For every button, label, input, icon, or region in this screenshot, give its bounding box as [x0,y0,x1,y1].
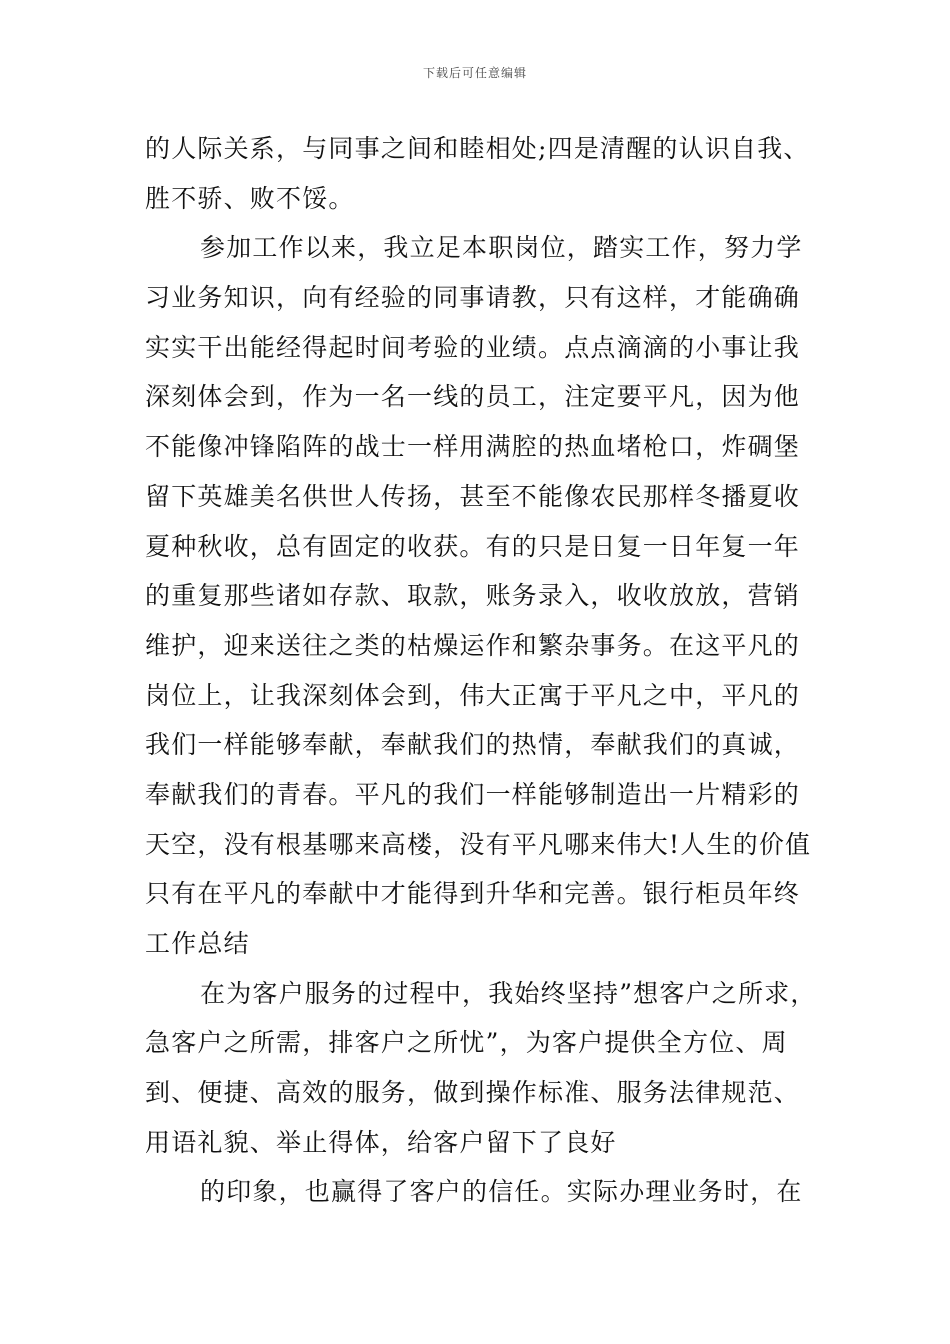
text-line: 工作总结 [145,929,250,958]
text-line: 不能像冲锋陷阵的战士一样用满腔的热血堵枪口，炸碉堡 [145,432,801,462]
document-body [145,124,817,1217]
text-line: 胜不骄、败不馁。 [145,183,355,213]
text-line: 参加工作以来，我立足本职岗位，踏实工作，努力学 [200,233,803,263]
text-line: 深刻体会到，作为一名一线的员工，注定要平凡，因为他 [145,382,801,412]
text-line: 急客户之所需，排客户之所忧”，为客户提供全方位、周 [145,1028,788,1058]
text-line: 的人际关系，与同事之间和睦相处;四是清醒的认识自我、 [145,134,810,163]
text-line: 在为客户服务的过程中，我始终坚持”想客户之所求， [200,978,817,1008]
text-line: 的印象，也赢得了客户的信任。实际办理业务时，在 [200,1177,803,1207]
text-line: 实实干出能经得起时间考验的业绩。点点滴滴的小事让我 [145,332,801,362]
text-line: 到、便捷、高效的服务，做到操作标准、服务法律规范、 [145,1078,801,1108]
text-line: 岗位上，让我深刻体会到，伟大正寓于平凡之中，平凡的 [145,680,801,710]
page-header: 下载后可任意编辑 [422,66,527,80]
text-line: 留下英雄美名供世人传扬，甚至不能像农民那样冬播夏收 [145,481,801,511]
text-line: 的重复那些诸如存款、取款，账务录入，收收放放，营销 [145,581,801,611]
text-line: 夏种秋收，总有固定的收获。有的只是日复一日年复一年 [145,531,801,561]
text-line: 天空，没有根基哪来高楼，没有平凡哪来伟大!人生的价值 [145,829,812,859]
text-line: 我们一样能够奉献，奉献我们的热情，奉献我们的真诚， [145,730,801,760]
text-line: 习业务知识，向有经验的同事请教，只有这样，才能确确 [145,283,801,313]
text-line: 用语礼貌、举止得体，给客户留下了良好 [145,1127,617,1157]
text-line: 维护，迎来送往之类的枯燥运作和繁杂事务。在这平凡的 [145,630,801,660]
text-line: 只有在平凡的奉献中才能得到升华和完善。银行柜员年终 [145,879,801,909]
text-line: 奉献我们的青春。平凡的我们一样能够制造出一片精彩的 [145,779,801,809]
